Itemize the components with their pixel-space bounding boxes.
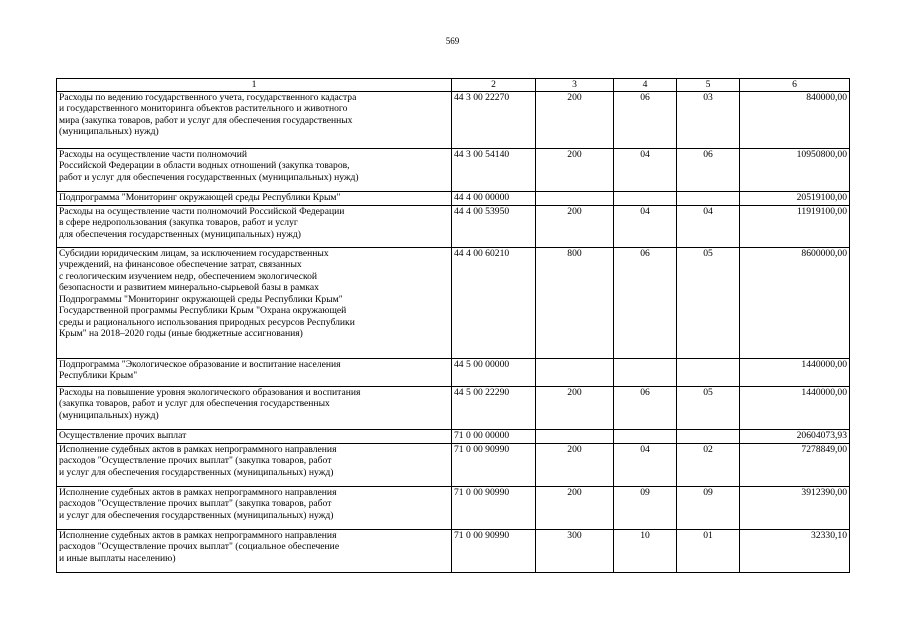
row-amount: 7278849,00 [740, 443, 850, 486]
row-expense-type: 200 [536, 91, 614, 148]
row-target-code: 71 0 00 90990 [452, 529, 536, 572]
row-amount: 1440000,00 [740, 386, 850, 429]
row-target-code: 44 3 00 22270 [452, 91, 536, 148]
row-target-code: 71 0 00 90990 [452, 443, 536, 486]
column-header-3: 3 [536, 79, 614, 92]
row-amount: 1440000,00 [740, 358, 850, 386]
table-row [57, 191, 850, 205]
table-row [57, 358, 850, 386]
table-row [57, 529, 850, 572]
row-name: Расходы по ведению государственного учета, государственного кадастра и государственного мониторинга объектов растительного и животного мира (закупка товаров, работ и услуг для обеспечения государственных (муниципальных) нужд) [57, 91, 452, 148]
page-number: 569 [445, 36, 460, 46]
budget-table [56, 78, 850, 573]
row-name: Исполнение судебных актов в рамках непрограммного направления расходов "Осуществление прочих выплат" (социальное обеспечение и иные выплаты населению) [57, 529, 452, 572]
row-subsection: 03 [677, 91, 740, 148]
row-target-code: 44 3 00 54140 [452, 148, 536, 191]
row-target-code: 71 0 00 00000 [452, 429, 536, 443]
row-subsection: 04 [677, 205, 740, 247]
row-name: Субсидии юридическим лицам, за исключением государственных учреждений, на финансовое обеспечение затрат, связанных с геологическим изучением недр, обеспечением экологической безопасности и развитием минерально-сырьевой базы в рамках Подпрограммы "Мониторинг окружающей среды Республики Крым" Государственной программы Республики Крым "Охрана окружающей среды и рационального использования природных ресурсов Республики Крым" на 2018–2020 годы (иные бюджетные ассигнования) [57, 247, 452, 358]
row-amount: 32330,10 [740, 529, 850, 572]
row-target-code: 44 5 00 22290 [452, 386, 536, 429]
row-subsection [677, 191, 740, 205]
row-target-code: 44 5 00 00000 [452, 358, 536, 386]
row-section [614, 191, 677, 205]
row-name: Расходы на повышение уровня экологического образования и воспитания (закупка товаров, работ и услуг для обеспечения государственных (муниципальных) нужд) [57, 386, 452, 429]
row-section: 06 [614, 247, 677, 358]
column-header-5: 5 [677, 79, 740, 92]
table-row [57, 247, 850, 358]
row-subsection: 01 [677, 529, 740, 572]
row-section: 06 [614, 91, 677, 148]
row-name: Осуществление прочих выплат [57, 429, 452, 443]
row-subsection: 05 [677, 247, 740, 358]
row-expense-type: 200 [536, 205, 614, 247]
table-row [57, 443, 850, 486]
table-row [57, 429, 850, 443]
row-section: 04 [614, 205, 677, 247]
row-name: Расходы на осуществление части полномочий Российской Федерации в области водных отношений (закупка товаров, работ и услуг для обеспечения государственных (муниципальных) нужд) [57, 148, 452, 191]
row-expense-type: 200 [536, 486, 614, 529]
row-target-code: 44 4 00 60210 [452, 247, 536, 358]
row-amount: 840000,00 [740, 91, 850, 148]
row-amount: 11919100,00 [740, 205, 850, 247]
row-name: Исполнение судебных актов в рамках непрограммного направления расходов "Осуществление прочих выплат" (закупка товаров, работ и услуг для обеспечения государственных (муниципальных) нужд) [57, 486, 452, 529]
row-subsection: 09 [677, 486, 740, 529]
row-section: 06 [614, 386, 677, 429]
row-expense-type [536, 429, 614, 443]
row-name: Подпрограмма "Мониторинг окружающей среды Республики Крым" [57, 191, 452, 205]
row-target-code: 44 4 00 53950 [452, 205, 536, 247]
row-expense-type: 200 [536, 148, 614, 191]
row-section [614, 358, 677, 386]
row-amount: 8600000,00 [740, 247, 850, 358]
row-expense-type [536, 358, 614, 386]
row-target-code: 44 4 00 00000 [452, 191, 536, 205]
row-subsection [677, 429, 740, 443]
table-row [57, 386, 850, 429]
column-header-6: 6 [740, 79, 850, 92]
table-row [57, 91, 850, 148]
row-section: 04 [614, 443, 677, 486]
column-header-4: 4 [614, 79, 677, 92]
row-section: 10 [614, 529, 677, 572]
row-expense-type [536, 191, 614, 205]
row-subsection: 05 [677, 386, 740, 429]
column-header-1: 1 [57, 79, 452, 92]
row-expense-type: 300 [536, 529, 614, 572]
row-amount: 3912390,00 [740, 486, 850, 529]
table-row [57, 205, 850, 247]
row-amount: 20519100,00 [740, 191, 850, 205]
row-target-code: 71 0 00 90990 [452, 486, 536, 529]
table-row [57, 148, 850, 191]
row-subsection: 02 [677, 443, 740, 486]
row-expense-type: 200 [536, 386, 614, 429]
row-section: 09 [614, 486, 677, 529]
row-amount: 20604073,93 [740, 429, 850, 443]
row-name: Расходы на осуществление части полномочий Российской Федерации в сфере недропользования (закупка товаров, работ и услуг для обеспечения государственных (муниципальных) нужд) [57, 205, 452, 247]
row-name: Исполнение судебных актов в рамках непрограммного направления расходов "Осуществление прочих выплат" (закупка товаров, работ и услуг для обеспечения государственных (муниципальных) нужд) [57, 443, 452, 486]
row-subsection: 06 [677, 148, 740, 191]
row-section [614, 429, 677, 443]
row-expense-type: 200 [536, 443, 614, 486]
row-subsection [677, 358, 740, 386]
header-row [57, 79, 850, 92]
row-name: Подпрограмма "Экологическое образование и воспитание населения Республики Крым" [57, 358, 452, 386]
row-amount: 10950800,00 [740, 148, 850, 191]
row-section: 04 [614, 148, 677, 191]
table-row [57, 486, 850, 529]
row-expense-type: 800 [536, 247, 614, 358]
column-header-2: 2 [452, 79, 536, 92]
